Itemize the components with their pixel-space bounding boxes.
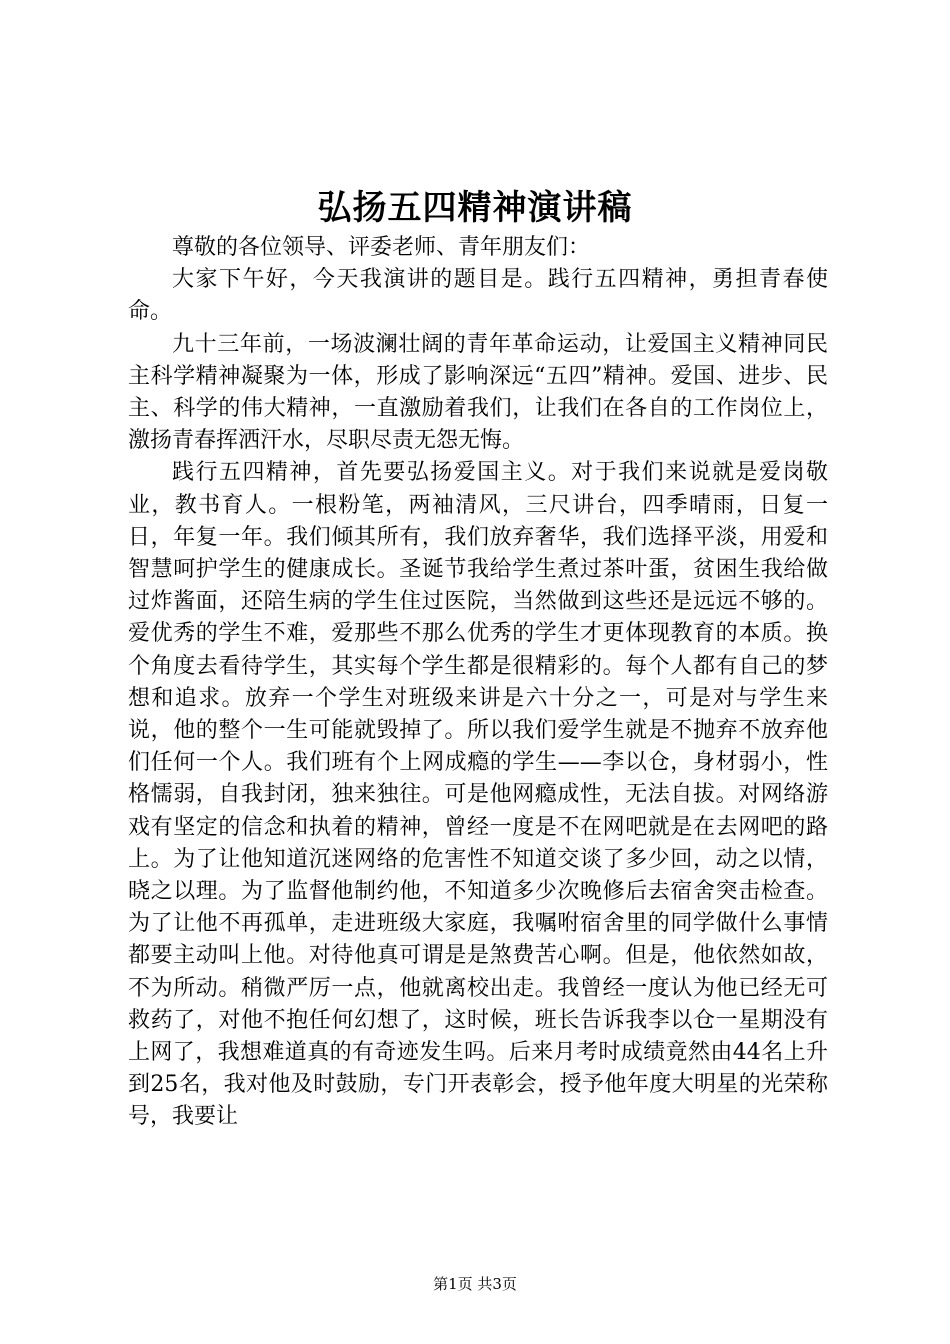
- paragraph-greeting: 大家下午好，今天我演讲的题目是。践行五四精神，勇担青春使命。: [128, 267, 828, 325]
- paragraph-history: 九十三年前，一场波澜壮阔的青年革命运动，让爱国主义精神同民主科学精神凝聚为一体，形成了影响深远“五四”精神。爱国、进步、民主、科学的伟大精神，一直激励着我们，让我们在各自的工作岗位上，激扬青春挥洒汗水，尽职尽责无怨无悔。: [128, 331, 828, 454]
- document-body: [128, 232, 828, 1134]
- paragraph-salutation: 尊敬的各位领导、评委老师、青年朋友们：: [172, 235, 591, 260]
- paragraph-patriotism: 践行五四精神，首先要弘扬爱国主义。对于我们来说就是爱岗敬业，教书育人。一根粉笔，两袖清风，三尺讲台，四季晴雨，日复一日，年复一年。我们倾其所有，我们放弃奢华，我们选择平淡，用爱和智慧呵护学生的健康成长。圣诞节我给学生煮过茶叶蛋，贫困生我给做过炸酱面，还陪生病的学生住过医院，当然做到这些还是远远不够的。爱优秀的学生不难，爱那些不那么优秀的学生才更体现教育的本质。换个角度去看待学生，其实每个学生都是很精彩的。每个人都有自己的梦想和追求。放弃一个学生对班级来讲是六十分之一，可是对与学生来说，他的整个一生可能就毁掉了。所以我们爱学生就是不抛弃不放弃他们任何一个人。我们班有个上网成瘾的学生——李以仓，身材弱小，性格懦弱，自我封闭，独来独往。可是他网瘾成性，无法自拔。对网络游戏有坚定的信念和执着的精神，曾经一度是不在网吧就是在去网吧的路上。为了让他知道沉迷网络的危害性不知道交谈了多少回，动之以情，晓之以理。为了监督他制约他，不知道多少次晚修后去宿舍突击检查。为了让他不再孤单，走进班级大家庭，我嘱咐宿舍里的同学做什么事情都要主动叫上他。对待他真可谓是是煞费苦心啊。但是，他依然如故，不为所动。稍微严厉一点，他就离校出走。我曾经一度认为他已经无可救药了，对他不抱任何幻想了，这时候，班长告诉我李以仓一星期没有上网了，我想难道真的有奇迹发生吗。后来月考时成绩竟然由44名上升到25名，我对他及时鼓励，专门开表彰会，授予他年度大明星的光荣称号，我要让: [128, 460, 828, 1130]
- document-title: 弘扬五四精神演讲稿: [317, 188, 633, 228]
- page-footer: 第1页 共3页: [433, 1275, 517, 1293]
